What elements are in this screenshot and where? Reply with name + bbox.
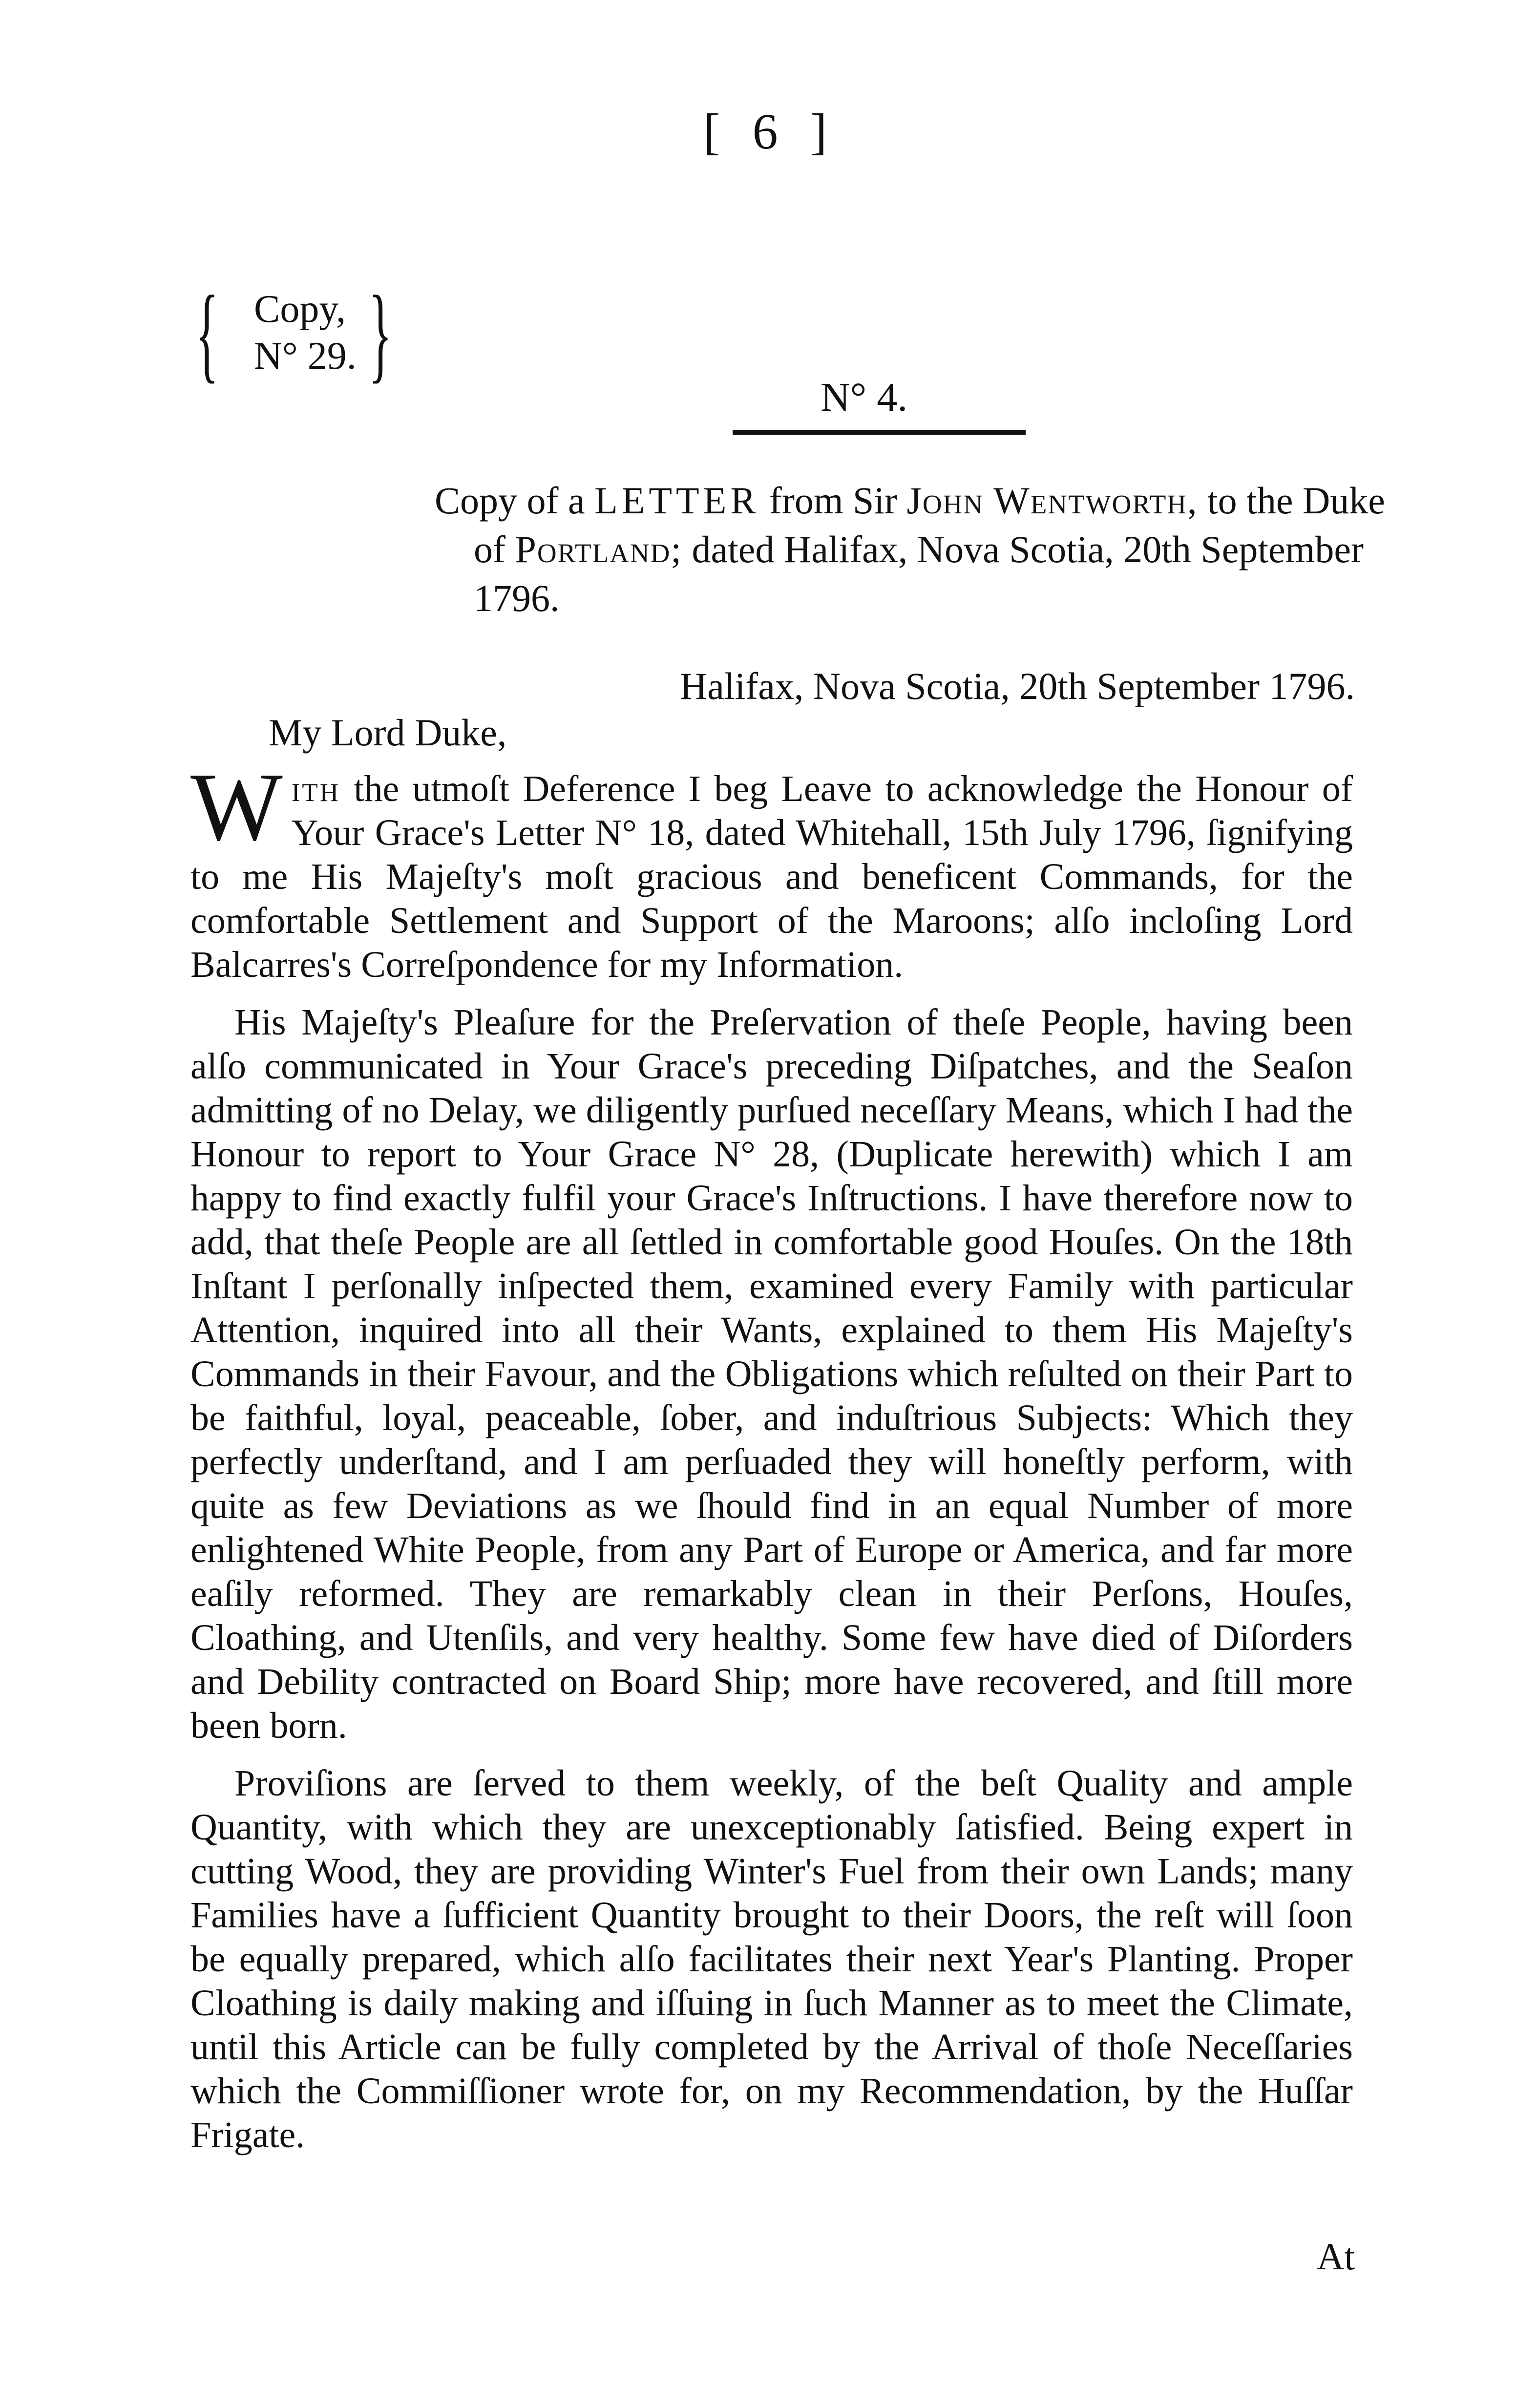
letter-body — [190, 753, 1353, 2171]
catchword: At — [1317, 2235, 1355, 2278]
paragraph-2: His Majeſty's Pleaſure for the Preſervation of theſe People, having been alſo communicated in Your Grace's preceding Diſpatches, and the Seaſon admitting of no Delay, we diligently purſued neceſſary Means, which I had the Honour to report to Your Grace N° 28, (Duplicate herewith) which I am happy to find exactly fulfil your Grace's Inſtructions. I have therefore now to add, that theſe People are all ſettled in comfortable good Houſes. On the 18th Inſtant I perſonally inſpected them, examined every Family with particular Attention, inquired into all their Wants, explained to them His Majeſty's Commands in their Favour, and the Obligations which reſulted on their Part to be faithful, loyal, peaceable, ſober, and induſtrious Subjects: Which they perfectly underſtand, and I am perſuaded they will honeſtly perform, with quite as few Deviations as we ſhould find in an equal Number of more enlightened White People, from any Part of Europe or America, and far more eaſily reformed. They are remarkably clean in their Perſons, Houſes, Cloathing, and Utenſils, and very healthy. Some few have died of Diſorders and Debility contracted on Board Ship; more have recovered, and ſtill more been born. — [190, 1002, 1353, 1746]
heading-to: to the Duke of — [474, 479, 1385, 570]
letter-heading — [435, 476, 1402, 623]
salutation: My Lord Duke, — [269, 711, 507, 754]
place-date-line: Halifax, Nova Scotia, 20th September 1796. — [679, 665, 1355, 707]
paragraph-1 — [190, 753, 1353, 987]
heading-sender: John Wentworth, — [906, 479, 1198, 522]
document-number: N° 4. — [821, 375, 908, 420]
copy-mark — [195, 274, 392, 393]
heading-from: from Sir — [769, 479, 898, 522]
heading-rest: dated Halifax, Nova Scotia, 20th September 1796. — [474, 528, 1364, 619]
paragraph-1-opening: ith — [291, 768, 341, 809]
copy-number: N° 29. — [254, 335, 357, 378]
left-brace-icon: { — [195, 274, 219, 393]
heading-recipient: Portland; — [515, 528, 682, 570]
right-brace-icon: } — [369, 274, 392, 393]
heading-letter-word: LETTER — [594, 479, 760, 522]
heading-prefix: Copy of a — [435, 479, 585, 522]
copy-label: Copy, — [254, 288, 346, 331]
page-number: [ 6 ] — [703, 104, 837, 160]
paragraph-3: Proviſions are ſerved to them weekly, of the beſt Quality and ample Quantity, with which they are unexceptionably ſatisfied. Being expert in cutting Wood, they are providing Winter's Fuel from their own Lands; many Families have a ſufficient Quantity brought to their Doors, the reſt will ſoon be equally prepared, which alſo facilitates their next Year's Planting. Proper Cloathing is daily making and iſſuing in ſuch Manner as to meet the Climate, until this Article can be fully completed by the Arrival of thoſe Neceſſaries which the Commiſſioner wrote for, on my Recommendation, by the Huſſar Frigate. — [190, 1763, 1353, 2155]
heading-rule — [733, 430, 1026, 435]
paragraph-1-text: the utmoſt Deference I beg Leave to acknowledge the Honour of Your Grace's Letter N° 18, dated Whitehall, 15th July 1796, ſignifying to me His Majeſty's moſt gracious and beneficent Commands, for the comfortable Settlement and Support of the Maroons; alſo incloſing Lord Balcarres's Correſpondence for my Information. — [190, 768, 1353, 985]
drop-cap: W — [190, 753, 283, 861]
